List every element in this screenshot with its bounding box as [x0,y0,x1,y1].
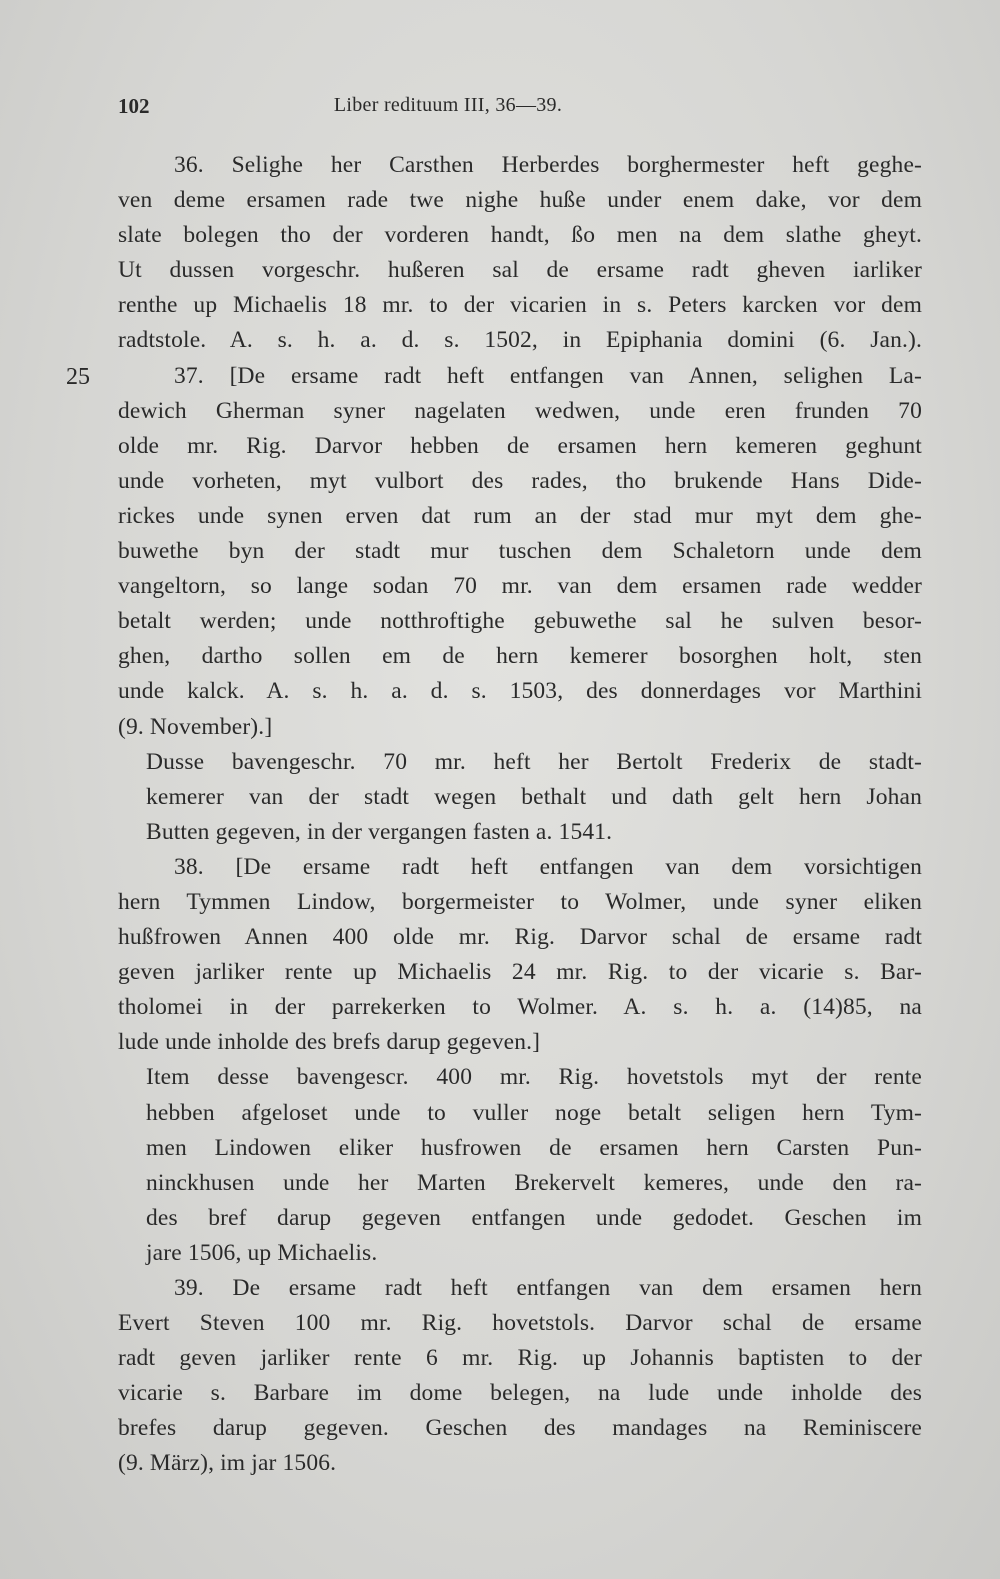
text-line: (9. März), im jar 1506. [118,1450,337,1477]
text-line: Dusse bavengeschr. 70 mr. heft her Bertolt Frederix de stadt- [146,748,922,775]
text-line: Evert Steven 100 mr. Rig. hovetstols. Darvor schal de ersame [118,1310,922,1337]
margin-line-number: 25 [66,364,90,390]
text-line: Ut dussen vorgeschr. hußeren sal de ersame radt gheven iarliker [118,257,922,284]
text-line: renthe up Michaelis 18 mr. to der vicarien in s. Peters karcken vor dem [118,292,922,319]
page-header [118,94,918,124]
text-line: radt geven jarliker rente 6 mr. Rig. up Johannis baptisten to der [118,1345,922,1372]
text-line: 38. [De ersame radt heft entfangen van dem vorsichtigen [174,853,922,880]
text-line: Butten gegeven, in der vergangen fasten a. 1541. [146,818,613,845]
text-line: lude unde inholde des brefs darup gegeven.] [118,1029,541,1056]
text-line: ghen, dartho sollen em de hern kemerer bosorghen holt, sten [118,643,922,670]
body-text [118,148,922,1482]
text-line: dewich Gherman syner nagelaten wedwen, unde eren frunden 70 [118,397,922,424]
text-line: vangeltorn, so lange sodan 70 mr. van dem ersamen rade wedder [118,573,922,600]
text-line: buwethe byn der stadt mur tuschen dem Schaletorn unde dem [118,538,922,565]
text-line: rickes unde synen erven dat rum an der stad mur myt dem ghe- [118,502,922,529]
text-line: 36. Selighe her Carsthen Herberdes borghermester heft geghe- [174,152,922,178]
text-line: geven jarliker rente up Michaelis 24 mr. Rig. to der vicarie s. Bar- [118,959,922,986]
text-line: hern Tymmen Lindow, borgermeister to Wolmer, unde syner eliken [118,888,922,915]
text-line: betalt werden; unde notthroftighe gebuwethe sal he sulven besor- [118,608,922,635]
text-line: (9. November).] [118,713,273,740]
text-line: kemerer van der stadt wegen bethalt und dath gelt hern Johan [146,783,922,810]
text-line: hußfrowen Annen 400 olde mr. Rig. Darvor schal de ersame radt [118,924,922,951]
running-title: Liber redituum III, 36—39. [333,94,563,116]
text-line: men Lindowen eliker husfrowen de ersamen hern Carsten Pun- [146,1134,922,1161]
text-line: 39. De ersame radt heft entfangen van dem ersamen hern [174,1275,922,1301]
text-line: unde kalck. A. s. h. a. d. s. 1503, des donnerdages vor Marthini [118,678,922,705]
text-line: hebben afgeloset unde to vuller noge betalt seligen hern Tym- [146,1099,922,1126]
text-line: ninckhusen unde her Marten Brekervelt kemeres, unde den ra- [146,1169,922,1196]
text-line: tholomei in der parrekerken to Wolmer. A. s. h. a. (14)85, na [118,994,922,1021]
text-line: vicarie s. Barbare im dome belegen, na lude unde inholde des [118,1380,922,1407]
text-line: Item desse bavengescr. 400 mr. Rig. hovetstols myt der rente [146,1064,922,1091]
text-line: brefes darup gegeven. Geschen des mandages na Reminiscere [118,1415,922,1442]
text-line: olde mr. Rig. Darvor hebben de ersamen hern kemeren geghunt [118,432,922,459]
page-number: 102 [118,94,150,118]
text-line: ven deme ersamen rade twe nighe huße under enem dake, vor dem [118,187,922,214]
text-line: jare 1506, up Michaelis. [146,1239,378,1266]
text-line: unde vorheten, myt vulbort des rades, tho brukende Hans Dide- [118,467,922,494]
text-line: des bref darup gegeven entfangen unde gedodet. Geschen im [146,1204,922,1231]
text-line: radtstole. A. s. h. a. d. s. 1502, in Epiphania domini (6. Jan.). [118,327,922,354]
text-line: slate bolegen tho der vorderen handt, ßo men na dem slathe gheyt. [118,222,922,249]
text-line: 37. [De ersame radt heft entfangen van Annen, selighen La- [174,362,922,389]
